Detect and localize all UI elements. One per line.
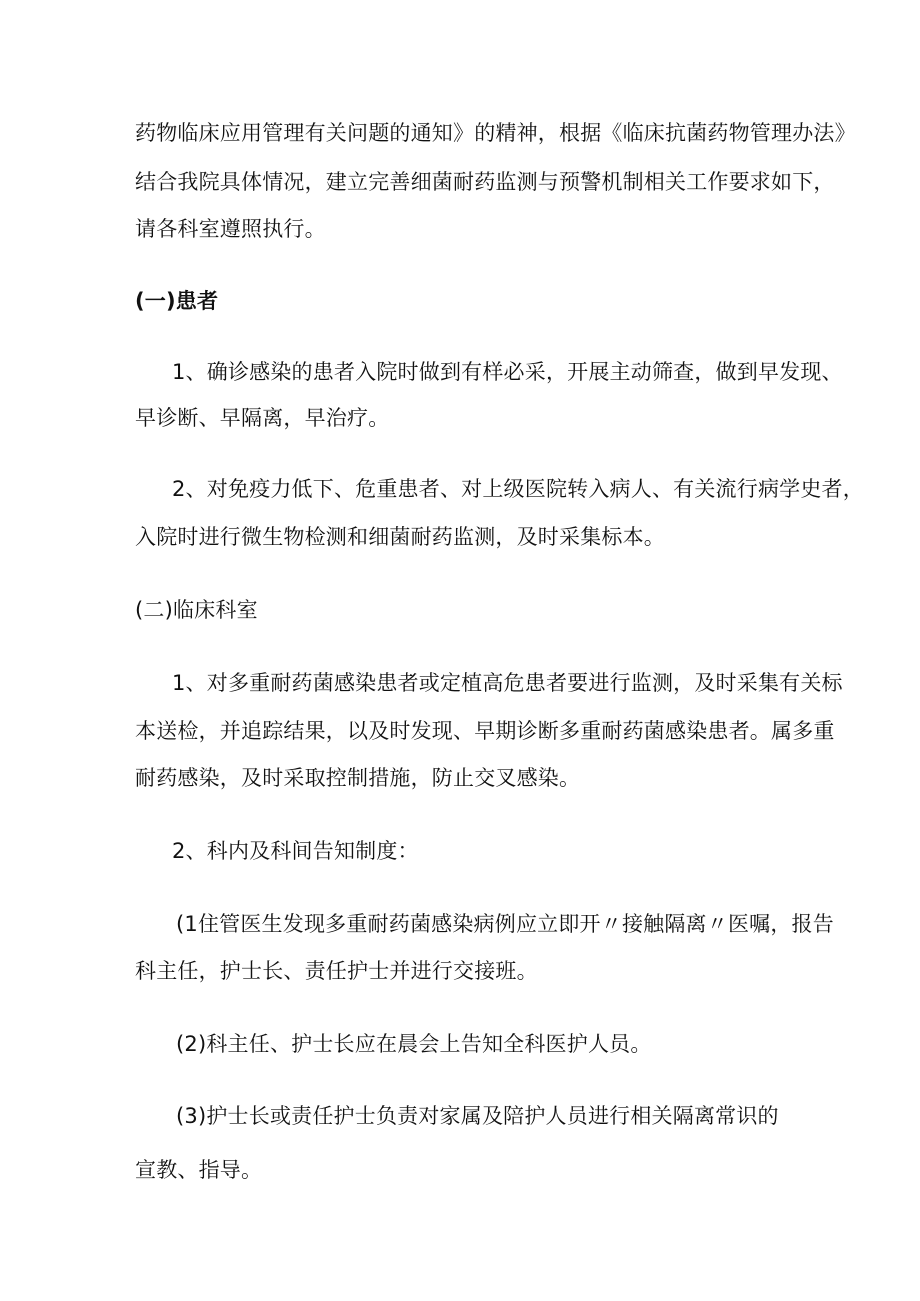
clinical-item2-heading: 2、科内及科间告知制度： <box>172 839 419 863</box>
patients-item1-line-2: 早诊断、早隔离，早治疗。 <box>135 406 390 430</box>
section-heading-patients: (一)患者 <box>135 289 219 313</box>
patients-item2-line-1: 2、对免疫力低下、危重患者、对上级医院转入病人、有关流行病学史者， <box>172 477 864 501</box>
intro-line-1: 药物临床应用管理有关问题的通知》的精神，根据《临床抗菌药物管理办法》 <box>135 121 856 145</box>
intro-line-2: 结合我院具体情况，建立完善细菌耐药监测与预警机制相关工作要求如下， <box>135 170 835 194</box>
clinical-sub1-line-1: (1住管医生发现多重耐药菌感染病例应立即开〃接触隔离〃医嘱，报告 <box>176 912 834 936</box>
patients-item2-line-2: 入院时进行微生物检测和细菌耐药监测，及时采集标本。 <box>135 525 665 549</box>
clinical-item1-line-3: 耐药感染，及时采取控制措施，防止交叉感染。 <box>135 766 581 790</box>
intro-line-3: 请各科室遵照执行。 <box>135 217 326 241</box>
clinical-sub1-line-2: 科主任，护士长、责任护士并进行交接班。 <box>135 959 538 983</box>
clinical-item1-line-2: 本送检，并追踪结果，以及时发现、早期诊断多重耐药菌感染患者。属多重 <box>135 719 835 743</box>
clinical-sub2-line-1: (2)科主任、护士长应在晨会上告知全科医护人员。 <box>176 1032 652 1056</box>
clinical-item1-line-1: 1、对多重耐药菌感染患者或定植高危患者要进行监测，及时采集有关标 <box>172 671 843 695</box>
clinical-sub3-line-1: (3)护士长或责任护士负责对家属及陪护人员进行相关隔离常识的 <box>176 1104 779 1128</box>
patients-item1-line-1: 1、确诊感染的患者入院时做到有样必采，开展主动筛查，做到早发现、 <box>172 360 843 384</box>
section-heading-clinical: (二)临床科室 <box>135 598 258 622</box>
clinical-sub3-line-2: 宣教、指导。 <box>135 1158 263 1182</box>
